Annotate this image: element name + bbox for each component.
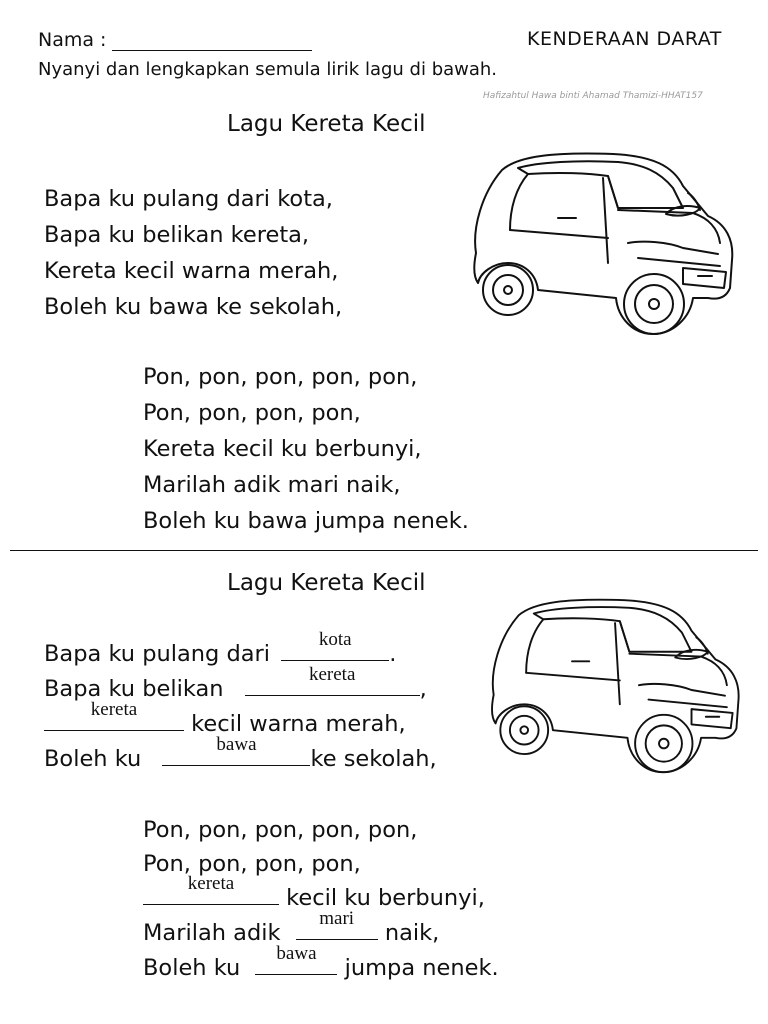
answer-text: kereta: [90, 699, 138, 720]
lyric-line: Kereta kecil ku berbunyi,: [143, 436, 422, 462]
lyric-text: ke sekolah,: [310, 746, 437, 772]
name-field: [38, 29, 312, 51]
author-credit: Hafizahtul Hawa binti Ahamad Thamizi-HHAT157: [483, 91, 703, 101]
verse-2: [143, 359, 469, 539]
lyric-text: Marilah adik: [143, 920, 281, 946]
answer-blank[interactable]: [255, 943, 337, 975]
lyric-line: Boleh ku bawa ke sekolah,: [44, 294, 343, 320]
lyric-text: naik,: [384, 920, 440, 946]
answer-text: mari: [319, 908, 355, 929]
car-illustration: [468, 148, 740, 348]
answer-text: bawa: [276, 943, 317, 964]
answer-text: kereta: [308, 664, 356, 685]
lyric-text: kecil ku berbunyi,: [286, 885, 485, 911]
instruction-text: Nyanyi dan lengkapkan semula lirik lagu di bawah.: [38, 59, 498, 80]
lyric-line: Kereta kecil warna merah,: [44, 258, 339, 284]
lyric-text: Boleh ku: [44, 746, 142, 772]
song-title: Lagu Kereta Kecil: [227, 111, 426, 137]
answer-text: kota: [318, 629, 352, 650]
answer-text: kereta: [187, 873, 235, 894]
exercise-title: Lagu Kereta Kecil: [227, 570, 426, 596]
lyric-text: ,: [419, 676, 427, 702]
lyric-line: Pon, pon, pon, pon,: [143, 400, 361, 426]
exercise-line-5: Pon, pon, pon, pon, pon,: [143, 817, 418, 843]
lyric-text: Boleh ku: [143, 955, 241, 981]
verse-1: [44, 181, 342, 325]
exercise-line-4: [44, 734, 437, 777]
lyric-line: Bapa ku pulang dari kota,: [44, 186, 333, 212]
topic-heading: KENDERAAN DARAT: [527, 28, 722, 50]
answer-text: bawa: [216, 734, 257, 755]
lyric-line: Pon, pon, pon, pon, pon,: [143, 364, 418, 390]
lyric-line: Bapa ku belikan kereta,: [44, 222, 310, 248]
name-blank-line[interactable]: [112, 32, 312, 51]
lyric-text: .: [389, 641, 397, 667]
lyric-line: Marilah adik mari naik,: [143, 472, 401, 498]
exercise-line-9: [143, 943, 499, 986]
lyric-text: jumpa nenek.: [344, 955, 499, 981]
lyric-text: kecil warna merah,: [191, 711, 406, 737]
lyric-text: Bapa ku belikan: [44, 676, 224, 702]
section-divider: [10, 550, 758, 551]
lyric-line: Boleh ku bawa jumpa nenek.: [143, 508, 469, 534]
car-illustration: [486, 590, 746, 790]
lyric-text: Bapa ku pulang dari: [44, 641, 271, 667]
name-label: Nama :: [38, 29, 107, 51]
exercise-line-6: Pon, pon, pon, pon,: [143, 851, 361, 877]
answer-blank[interactable]: [162, 734, 310, 766]
answer-blank[interactable]: [245, 664, 420, 696]
answer-blank[interactable]: [143, 873, 279, 905]
